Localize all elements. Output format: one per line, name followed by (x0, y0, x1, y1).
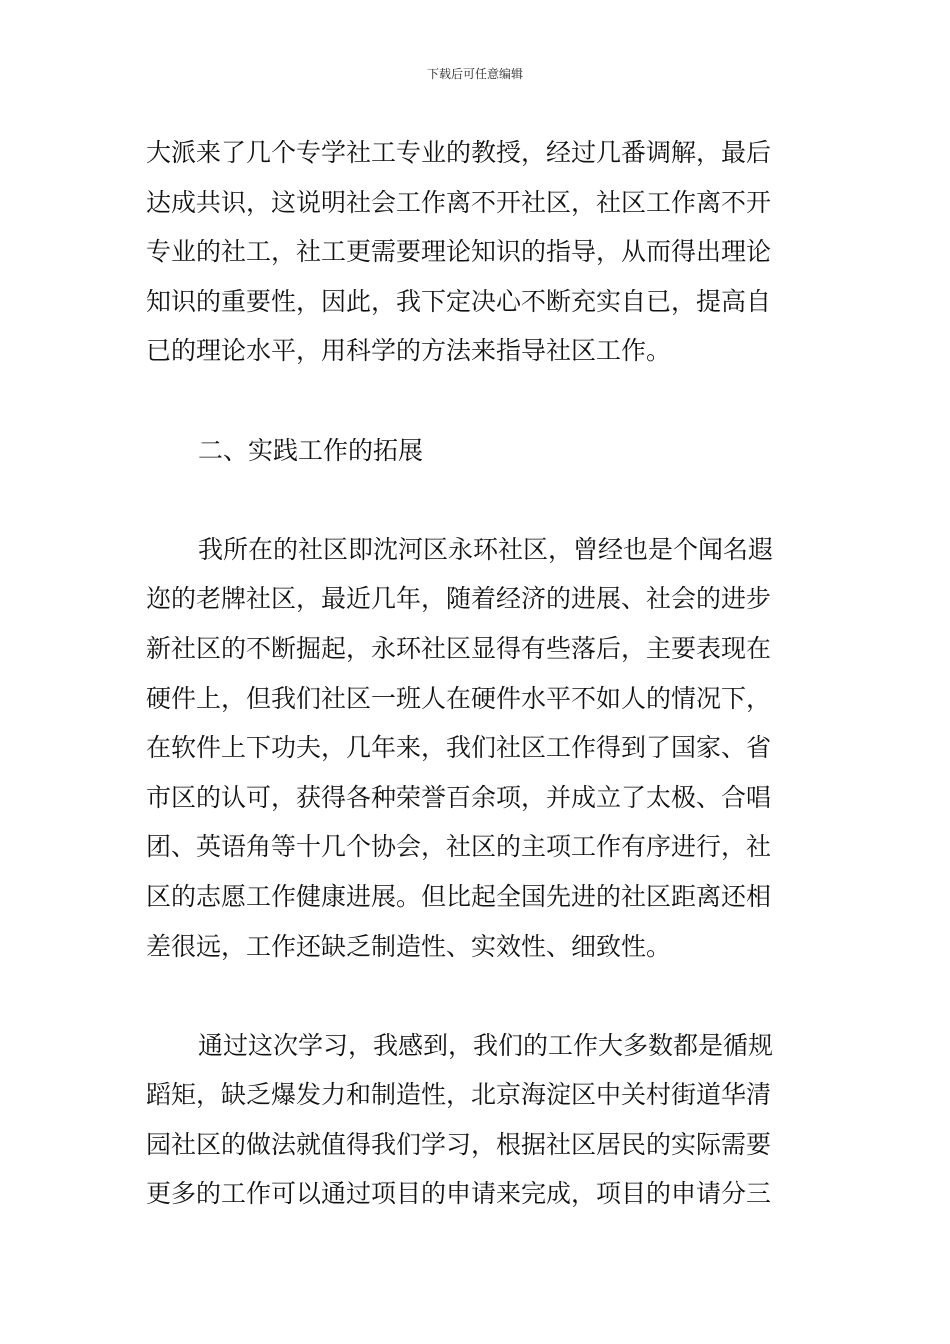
page-header: 下载后可任意编辑 (426, 67, 523, 81)
text-line: 达成共识，这说明社会工作离不开社区，社区工作离不开 (146, 187, 772, 217)
paragraph-1 (146, 128, 811, 376)
text-line: 通过这次学习，我感到，我们的工作大多数都是循规 (198, 1030, 774, 1060)
text-line: 大派来了几个专学社工专业的教授，经过几番调解，最后 (146, 138, 772, 167)
text-line: 已的理论水平，用科学的方法来指导社区工作。 (146, 336, 672, 366)
text-line: 迩的老牌社区，最近几年，随着经济的进展、社会的进步 (146, 584, 772, 614)
section-heading (146, 426, 811, 476)
paragraph-4 (146, 1021, 811, 1219)
text-line: 更多的工作可以通过项目的申请来完成，项目的申请分三 (146, 1179, 772, 1209)
paragraph-gap (146, 475, 811, 525)
text-line: 市区的认可，获得各种荣誉百余项，并成立了太极、合唱 (146, 782, 772, 812)
text-line: 硬件上，但我们社区一班人在硬件水平不如人的情况下， (146, 683, 772, 713)
text-line: 园社区的做法就值得我们学习，根据社区居民的实际需要 (146, 1129, 772, 1159)
text-line: 在软件上下功夫，几年来，我们社区工作得到了国家、省 (146, 733, 772, 763)
text-line: 团、英语角等十几个协会，社区的主项工作有序进行，社 (146, 832, 772, 862)
text-line: 区的志愿工作健康进展。但比起全国先进的社区距离还相 (146, 881, 772, 911)
text-line: 我所在的社区即沈河区永环社区，曾经也是个闻名遐 (198, 534, 774, 564)
heading-line: 二、实践工作的拓展 (198, 435, 424, 465)
paragraph-gap (146, 376, 811, 426)
document-body (146, 128, 811, 1219)
text-line: 新社区的不断掘起，永环社区显得有些落后，主要表现在 (146, 633, 772, 663)
text-line: 知识的重要性，因此，我下定决心不断充实自已，提高自 (146, 286, 772, 316)
paragraph-3 (146, 525, 811, 971)
text-line: 专业的社工，社工更需要理论知识的指导，从而得出理论 (146, 237, 772, 267)
paragraph-gap (146, 971, 811, 1021)
text-line: 蹈矩，缺乏爆发力和制造性，北京海淀区中关村街道华清 (146, 1080, 772, 1110)
text-line: 差很远，工作还缺乏制造性、实效性、细致性。 (146, 931, 672, 961)
